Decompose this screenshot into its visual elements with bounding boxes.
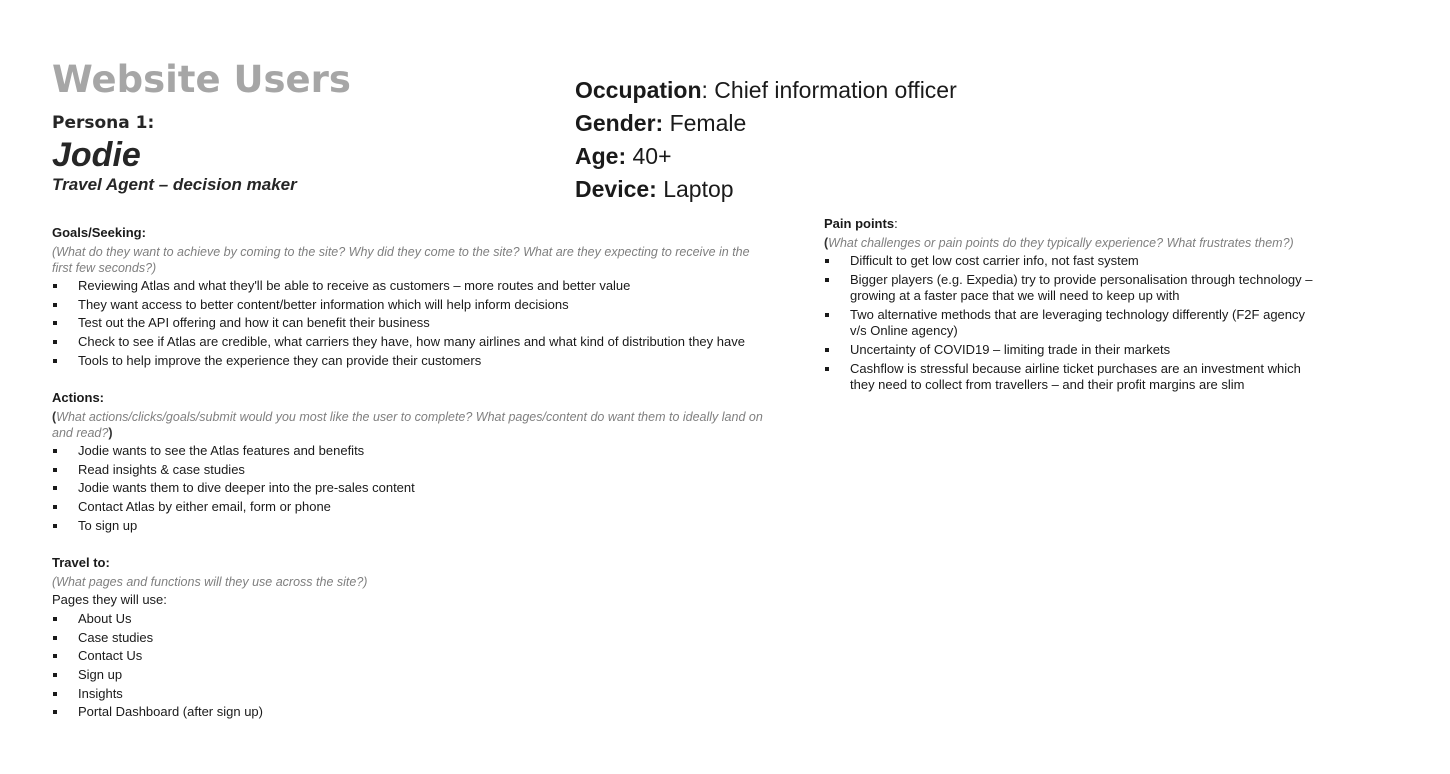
gender-label: Gender: xyxy=(575,110,664,136)
persona-info xyxy=(575,74,1075,206)
actions-hint-open: ( xyxy=(52,410,57,424)
age-label: Age: xyxy=(575,143,627,169)
age-line xyxy=(575,140,1075,173)
list-item: Tools to help improve the experience they can provide their customers xyxy=(52,353,772,369)
actions-hint-close: ) xyxy=(108,426,113,440)
list-item: They want access to better content/better information which will help inform decisions xyxy=(52,297,772,313)
travel-section xyxy=(52,555,772,721)
page-title: Website Users xyxy=(52,58,351,101)
list-item: Case studies xyxy=(52,630,772,646)
pain-points-heading-colon: : xyxy=(894,216,898,231)
travel-hint: (What pages and functions will they use across the site?) xyxy=(52,575,368,589)
device-line xyxy=(575,173,1075,206)
list-item: Two alternative methods that are leveraging technology differently (F2F agency v/s Online agency) xyxy=(824,307,1314,339)
list-item: Portal Dashboard (after sign up) xyxy=(52,704,772,720)
list-item: Uncertainty of COVID19 – limiting trade in their markets xyxy=(824,342,1314,358)
list-item: About Us xyxy=(52,611,772,627)
device-value: Laptop xyxy=(656,176,734,202)
occupation-line xyxy=(575,74,1075,107)
persona-role: Travel Agent – decision maker xyxy=(52,175,297,194)
pain-points-heading xyxy=(824,216,1314,232)
actions-hint-text: What actions/clicks/goals/submit would you most like the user to complete? What pages/content do want them to ideally land on and read? xyxy=(52,410,763,440)
actions-heading: Actions: xyxy=(52,390,104,405)
list-item: Insights xyxy=(52,686,772,702)
list-item: Reviewing Atlas and what they'll be able to receive as customers – more routes and better value xyxy=(52,278,772,294)
list-item: Jodie wants to see the Atlas features and benefits xyxy=(52,443,772,459)
list-item: Check to see if Atlas are credible, what carriers they have, how many airlines and what kind of distribution they have xyxy=(52,334,772,350)
pain-points-list xyxy=(824,253,1314,393)
gender-line xyxy=(575,107,1075,140)
occupation-label: Occupation xyxy=(575,77,702,103)
goals-hint: (What do they want to achieve by coming to the site? Why did they come to the site? What are they expecting to receive in the first few seconds?) xyxy=(52,245,750,275)
occupation-value: : Chief information officer xyxy=(701,77,957,103)
pain-points-hint-text: What challenges or pain points do they typically experience? What frustrates them?) xyxy=(828,236,1294,250)
persona-name: Jodie xyxy=(52,136,141,174)
list-item: Read insights & case studies xyxy=(52,462,772,478)
list-item: Cashflow is stressful because airline ticket purchases are an investment which they need to collect from travellers – and their profit margins are slim xyxy=(824,361,1314,393)
persona-label: Persona 1: xyxy=(52,113,155,133)
gender-value: Female xyxy=(663,110,747,136)
travel-list xyxy=(52,611,772,720)
list-item: Contact Atlas by either email, form or phone xyxy=(52,499,772,515)
pain-points-hint-open: ( xyxy=(824,236,829,250)
pain-points-heading-text: Pain points xyxy=(824,216,895,231)
list-item: Sign up xyxy=(52,667,772,683)
list-item: Bigger players (e.g. Expedia) try to provide personalisation through technology – growing at a faster pace that we will need to keep up with xyxy=(824,272,1314,304)
list-item: To sign up xyxy=(52,518,772,534)
pain-points-hint xyxy=(824,235,1314,251)
goals-list xyxy=(52,278,772,369)
travel-intro: Pages they will use: xyxy=(52,592,167,607)
goals-heading: Goals/Seeking: xyxy=(52,225,146,240)
age-value: 40+ xyxy=(626,143,672,169)
device-label: Device: xyxy=(575,176,657,202)
list-item: Test out the API offering and how it can benefit their business xyxy=(52,315,772,331)
actions-section xyxy=(52,390,772,536)
list-item: Contact Us xyxy=(52,648,772,664)
list-item: Difficult to get low cost carrier info, not fast system xyxy=(824,253,1314,269)
travel-heading: Travel to: xyxy=(52,555,110,570)
pain-points-section xyxy=(824,216,1314,396)
goals-section xyxy=(52,225,772,371)
list-item: Jodie wants them to dive deeper into the pre-sales content xyxy=(52,480,772,496)
actions-hint xyxy=(52,409,772,441)
actions-list xyxy=(52,443,772,534)
